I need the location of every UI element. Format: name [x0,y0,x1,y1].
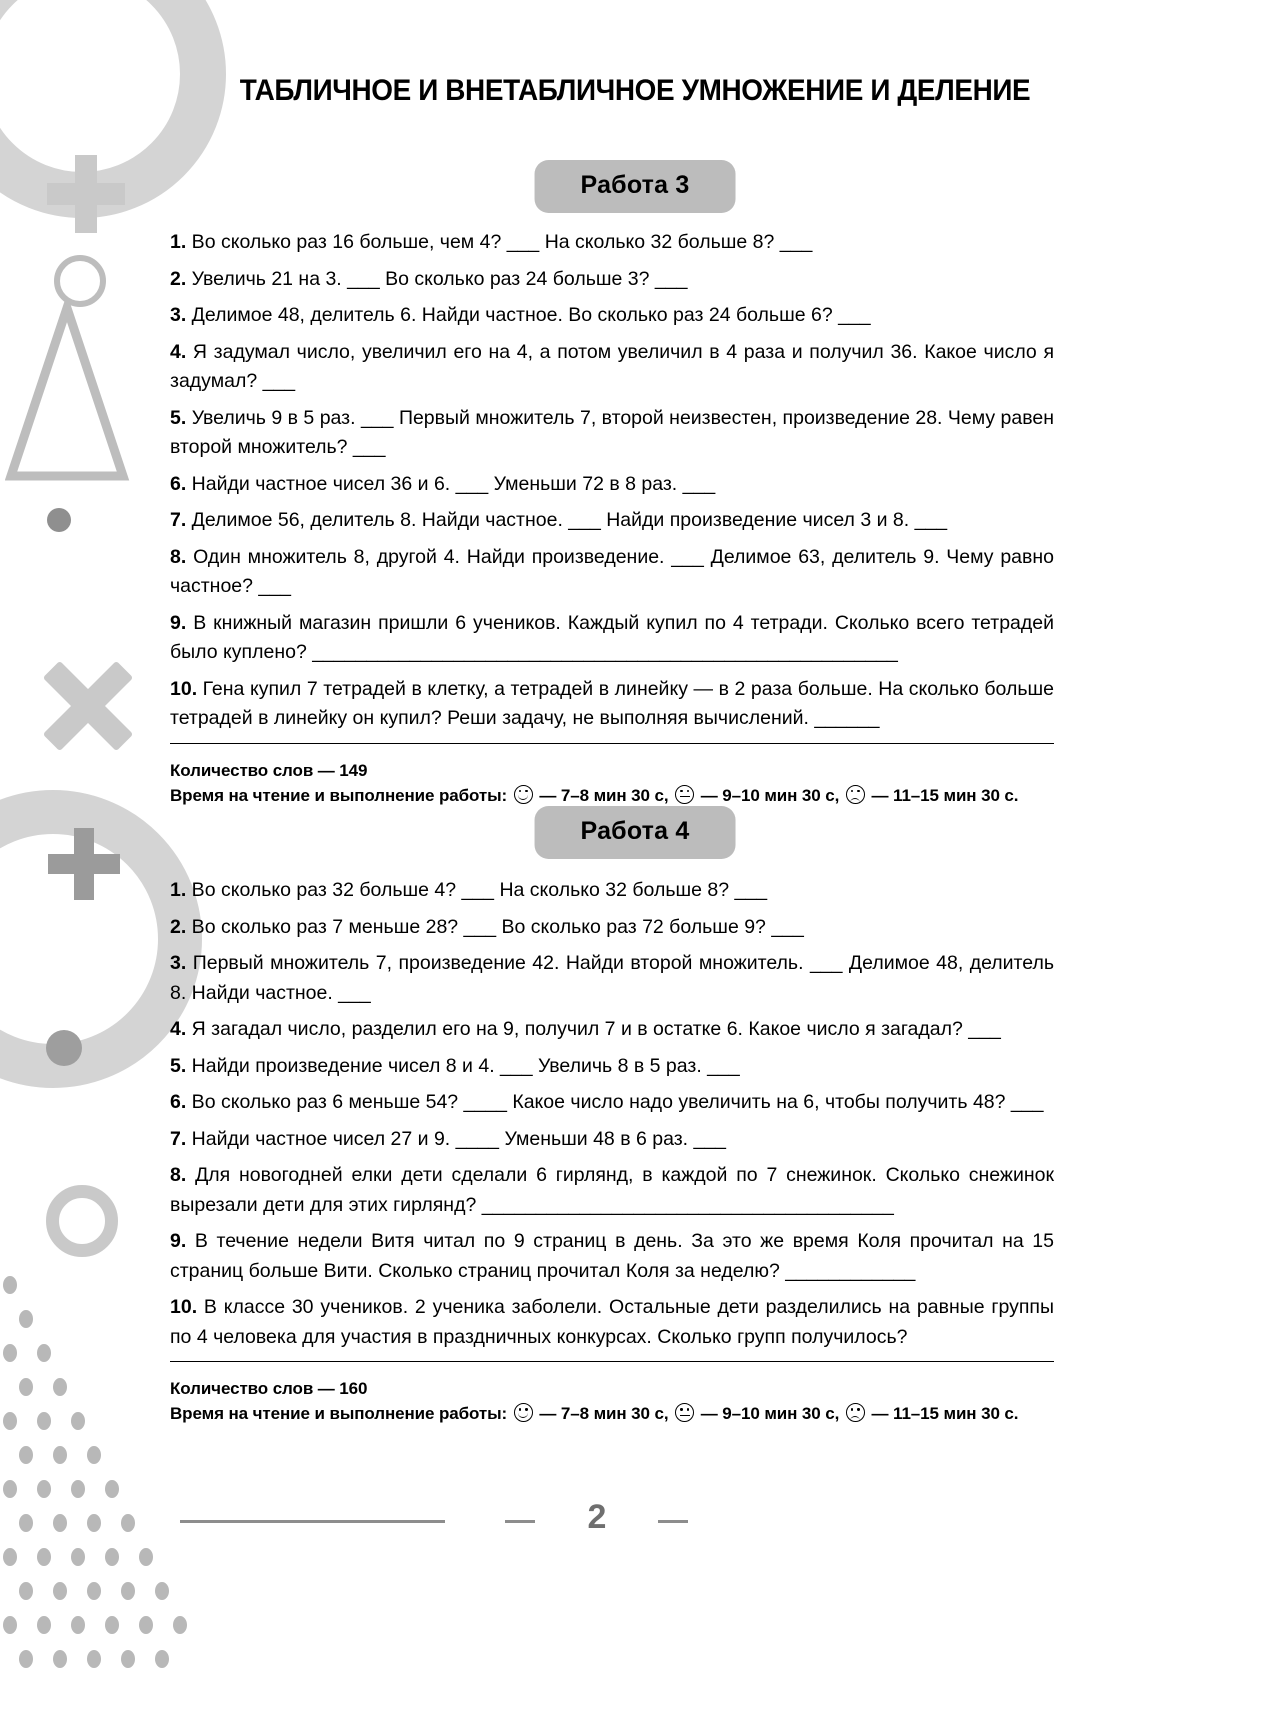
question-text[interactable]: Найди частное чисел 27 и 9. ____ Уменьши 48 в 6 раз. ___ [186,1127,727,1150]
footer-rule-left [180,1520,445,1523]
question-text[interactable]: В классе 30 учеников. 2 ученика заболели. Остальные дети разделились на равные группы по 4 человека для участия в праздничных конкурсах. Сколько групп получилось? [170,1296,1054,1348]
question-item [170,338,1054,397]
question-item [170,949,1054,1008]
decoration-plus-lower [48,828,120,900]
question-item [170,1088,1054,1118]
question-text[interactable]: Делимое 48, делитель 6. Найди частное. Во сколько раз 24 больше 6? ___ [186,304,871,326]
question-item [170,1293,1054,1352]
question-number: 1. [170,231,187,253]
question-item [170,1125,1054,1155]
question-text[interactable]: Во сколько раз 6 меньше 54? ____ Какое число надо увеличить на 6, чтобы получить 48? ___ [186,1091,1044,1113]
answer-rule-4 [170,1361,1054,1362]
question-item [170,1227,1054,1286]
question-list-4 [170,876,1054,1352]
smile-face-icon [514,785,533,804]
question-number: 5. [170,1054,187,1077]
question-text[interactable]: Гена купил 7 тетрадей в клетку, а тетрадей в линейку — в 2 раза больше. На сколько больше тетрадей в линейку он купил? Реши задачу, не выполняя вычислений. ______ [170,677,1054,729]
question-text[interactable]: Первый множитель 7, произведение 42. Найди второй множитель. ___ Делимое 48, делитель 8. Найди частное. ___ [170,952,1054,1004]
question-number: 7. [170,1127,187,1150]
question-number: 6. [170,472,187,495]
question-number: 6. [170,1091,187,1113]
time-value: — 11–15 мин 30 с. [866,1404,1019,1423]
question-number: 2. [170,267,187,290]
time-value: — 7–8 мин 30 с, [534,1404,674,1423]
question-item [170,1161,1054,1220]
time-value: — 9–10 мин 30 с, [696,1404,844,1423]
word-count-3: Количество слов — 149 [170,760,368,780]
sad-face-icon [846,785,865,804]
question-item [170,1052,1054,1082]
smile-face-icon [514,1403,533,1422]
question-number: 10. [170,677,198,700]
decoration-cross-x [42,660,134,752]
time-label: Время на чтение и выполнение работы: [170,1404,512,1423]
question-number: 7. [170,509,187,531]
question-number: 9. [170,611,187,634]
question-item [170,609,1054,668]
decoration-ring-small [46,1185,118,1257]
question-number: 4. [170,1018,187,1040]
work-block-4 [170,876,1054,1426]
question-text[interactable]: Один множитель 8, другой 4. Найди произведение. ___ Делимое 63, делитель 9. Чему равно частное? ___ [170,545,1054,597]
question-text[interactable]: Во сколько раз 32 больше 4? ___ На сколько 32 больше 8? ___ [186,879,768,901]
triangle-icon [5,300,130,485]
work-heading-4: Работа 4 [535,806,736,859]
time-value: — 7–8 мин 30 с, [534,785,674,805]
question-item [170,228,1054,258]
question-number: 10. [170,1296,198,1318]
decoration-ring-top-left [0,0,226,218]
work-stats-3 [170,758,1054,808]
page-footer [0,1498,1270,1558]
decoration-plus-upper [47,155,125,233]
question-text[interactable]: В течение недели Витя читал по 9 страниц в день. За это же время Коля прочитал на 15 страниц больше Вити. Сколько страниц прочитал Коля за неделю? ____________ [170,1230,1054,1282]
question-text[interactable]: Увеличь 21 на 3. ___ Во сколько раз 24 больше 3? ___ [186,267,688,290]
question-number: 9. [170,1230,187,1252]
question-item [170,913,1054,943]
decoration-triangle [5,300,130,485]
answer-rule-3 [170,743,1054,744]
time-line-4 [170,1401,1054,1426]
question-text[interactable]: Найди частное чисел 36 и 6. ___ Уменьши 72 в 8 раз. ___ [186,472,716,495]
question-item [170,404,1054,463]
footer-dash-right [658,1520,688,1523]
decoration-dot-small [47,508,71,532]
question-item [170,301,1054,331]
time-value: — 9–10 мин 30 с, [696,785,844,805]
page-number: 2 [587,1498,607,1536]
question-number: 8. [170,545,187,568]
page-title: ТАБЛИЧНОЕ И ВНЕТАБЛИЧНОЕ УМНОЖЕНИЕ И ДЕЛЕНИЕ [239,74,1031,107]
question-item [170,1015,1054,1045]
question-item [170,470,1054,500]
question-text[interactable]: Делимое 56, делитель 8. Найди частное. ___ Найди произведение чисел 3 и 8. ___ [186,509,948,531]
work-block-3 [170,228,1054,808]
work-stats-4 [170,1376,1054,1426]
question-number: 1. [170,879,187,901]
question-text[interactable]: Я загадал число, разделил его на 9, получил 7 и в остатке 6. Какое число я загадал? ___ [186,1018,1001,1040]
time-value: — 11–15 мин 30 с. [866,785,1019,805]
decoration-dot-grid [0,1275,190,1705]
question-item [170,675,1054,734]
footer-dash-left [505,1520,535,1523]
dot-grid-icon [0,1275,190,1705]
question-text[interactable]: Я задумал число, увеличил его на 4, а потом увеличил в 4 раза и получил 36. Какое число я задумал? ___ [170,340,1054,392]
decoration-circle-outline [54,255,106,307]
question-number: 4. [170,340,187,363]
question-number: 8. [170,1164,187,1186]
question-item [170,543,1054,602]
question-text[interactable]: Увеличь 9 в 5 раз. ___ Первый множитель 7, второй неизвестен, произведение 28. Чему равен второй множитель? ___ [170,406,1054,458]
neutral-face-icon [675,785,694,804]
word-count-4: Количество слов — 160 [170,1379,368,1398]
question-number: 3. [170,952,187,974]
time-label: Время на чтение и выполнение работы: [170,785,512,805]
work-heading-3: Работа 3 [535,160,736,213]
neutral-face-icon [675,1403,694,1422]
sad-face-icon [846,1403,865,1422]
decoration-dot-medium [46,1030,82,1066]
time-line-3 [170,783,1054,808]
question-number: 5. [170,406,187,429]
question-text[interactable]: Для новогодней елки дети сделали 6 гирлянд, в каждой по 7 снежинок. Сколько снежинок вырезали дети для этих гирлянд? ______________________________________ [170,1164,1054,1216]
question-number: 3. [170,304,187,326]
question-text[interactable]: Во сколько раз 16 больше, чем 4? ___ На сколько 32 больше 8? ___ [186,231,813,253]
question-text[interactable]: Найди произведение чисел 8 и 4. ___ Увеличь 8 в 5 раз. ___ [186,1054,740,1077]
question-text[interactable]: В книжный магазин пришли 6 учеников. Каждый купил по 4 тетради. Сколько всего тетрадей было куплено? ______________________________________________________ [170,611,1054,663]
question-item [170,876,1054,906]
question-text[interactable]: Во сколько раз 7 меньше 28? ___ Во сколько раз 72 больше 9? ___ [186,915,804,938]
question-item [170,506,1054,536]
question-number: 2. [170,915,187,938]
question-list-3 [170,228,1054,734]
question-item [170,265,1054,295]
